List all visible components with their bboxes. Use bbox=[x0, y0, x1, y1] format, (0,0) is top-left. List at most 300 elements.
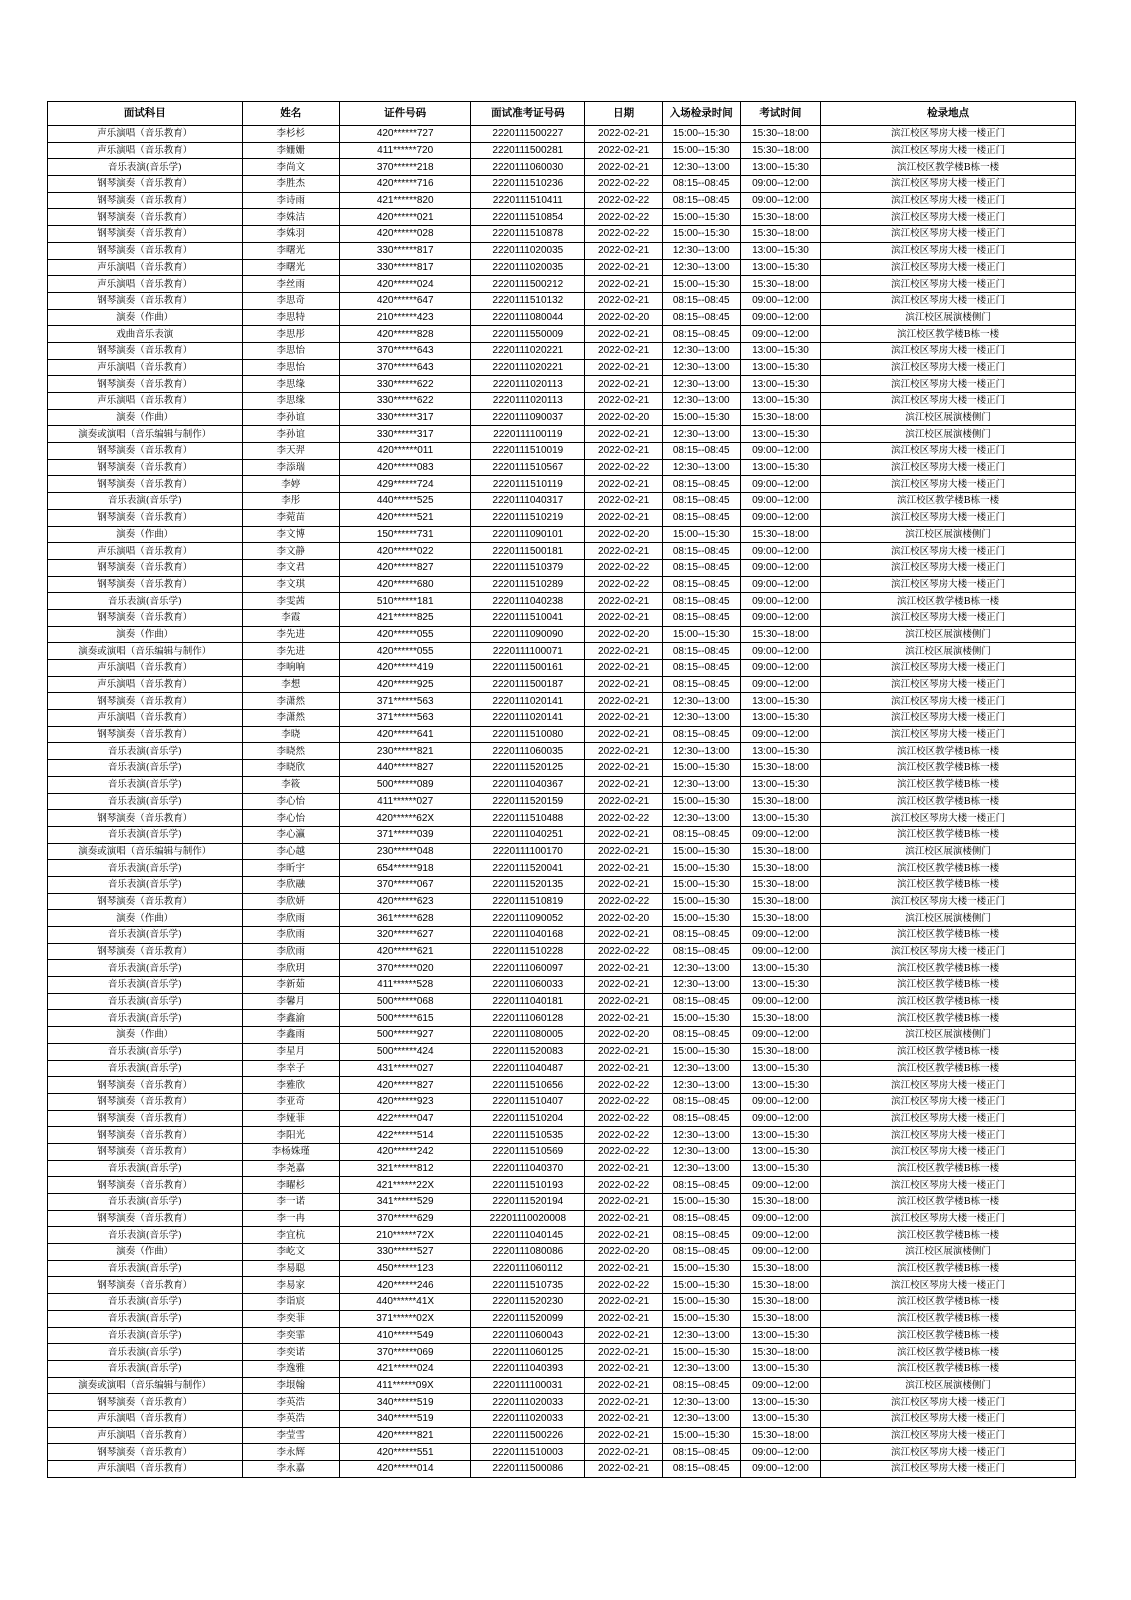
cell-location: 滨江校区展演楼侧门 bbox=[821, 1244, 1076, 1261]
table-row bbox=[48, 960, 1076, 977]
table-row bbox=[48, 676, 1076, 693]
cell-checkin-time: 15:00--15:30 bbox=[662, 126, 740, 143]
cell-checkin-time: 15:00--15:30 bbox=[662, 1427, 740, 1444]
cell-location: 滨江校区教学楼B栋一楼 bbox=[821, 1260, 1076, 1277]
cell-name: 李星月 bbox=[242, 1043, 339, 1060]
cell-exam-time: 09:00--12:00 bbox=[740, 609, 821, 626]
cell-subject: 声乐演唱（音乐教育） bbox=[48, 676, 243, 693]
cell-date: 2022-02-21 bbox=[585, 276, 663, 293]
cell-location: 滨江校区教学楼B栋一楼 bbox=[821, 1344, 1076, 1361]
cell-checkin-time: 12:30--13:00 bbox=[662, 1360, 740, 1377]
table-row bbox=[48, 176, 1076, 193]
cell-id-number: 420******621 bbox=[339, 943, 470, 960]
table-row bbox=[48, 726, 1076, 743]
cell-checkin-time: 15:00--15:30 bbox=[662, 209, 740, 226]
cell-admission-number: 2220111040487 bbox=[471, 1060, 585, 1077]
cell-name: 李欣雨 bbox=[242, 927, 339, 944]
table-row bbox=[48, 576, 1076, 593]
cell-name: 李筱 bbox=[242, 776, 339, 793]
cell-admission-number: 2220111020035 bbox=[471, 259, 585, 276]
cell-admission-number: 2220111520083 bbox=[471, 1043, 585, 1060]
cell-id-number: 411******528 bbox=[339, 977, 470, 994]
cell-subject: 音乐表演(音乐学) bbox=[48, 1344, 243, 1361]
cell-subject: 音乐表演(音乐学) bbox=[48, 993, 243, 1010]
cell-exam-time: 09:00--12:00 bbox=[740, 559, 821, 576]
cell-checkin-time: 12:30--13:00 bbox=[662, 810, 740, 827]
cell-checkin-time: 12:30--13:00 bbox=[662, 776, 740, 793]
cell-exam-time: 15:30--18:00 bbox=[740, 626, 821, 643]
cell-admission-number: 2220111520099 bbox=[471, 1310, 585, 1327]
cell-date: 2022-02-20 bbox=[585, 1027, 663, 1044]
table-row bbox=[48, 609, 1076, 626]
cell-checkin-time: 15:00--15:30 bbox=[662, 1194, 740, 1211]
cell-admission-number: 2220111510878 bbox=[471, 226, 585, 243]
cell-exam-time: 15:30--18:00 bbox=[740, 1043, 821, 1060]
cell-subject: 声乐演唱（音乐教育） bbox=[48, 142, 243, 159]
cell-checkin-time: 08:15--08:45 bbox=[662, 726, 740, 743]
cell-location: 滨江校区教学楼B栋一楼 bbox=[821, 1160, 1076, 1177]
cell-checkin-time: 08:15--08:45 bbox=[662, 826, 740, 843]
cell-subject: 钢琴演奏（音乐教育） bbox=[48, 1143, 243, 1160]
cell-name: 李思缘 bbox=[242, 393, 339, 410]
table-row bbox=[48, 526, 1076, 543]
cell-name: 李杨姝瑾 bbox=[242, 1143, 339, 1160]
cell-id-number: 321******812 bbox=[339, 1160, 470, 1177]
cell-date: 2022-02-21 bbox=[585, 292, 663, 309]
cell-id-number: 420******028 bbox=[339, 226, 470, 243]
table-row bbox=[48, 1010, 1076, 1027]
cell-checkin-time: 12:30--13:00 bbox=[662, 242, 740, 259]
cell-id-number: 421******825 bbox=[339, 609, 470, 626]
cell-id-number: 411******027 bbox=[339, 793, 470, 810]
cell-name: 李鑫雨 bbox=[242, 1027, 339, 1044]
table-row bbox=[48, 1060, 1076, 1077]
cell-admission-number: 2220111060112 bbox=[471, 1260, 585, 1277]
cell-id-number: 420******925 bbox=[339, 676, 470, 693]
cell-location: 滨江校区教学楼B栋一楼 bbox=[821, 593, 1076, 610]
cell-subject: 声乐演唱（音乐教育） bbox=[48, 660, 243, 677]
cell-exam-time: 09:00--12:00 bbox=[740, 1110, 821, 1127]
cell-checkin-time: 08:15--08:45 bbox=[662, 927, 740, 944]
cell-exam-time: 13:00--15:30 bbox=[740, 1327, 821, 1344]
cell-name: 李诣宸 bbox=[242, 1294, 339, 1311]
cell-admission-number: 2220111080086 bbox=[471, 1244, 585, 1261]
cell-date: 2022-02-21 bbox=[585, 1160, 663, 1177]
cell-id-number: 361******628 bbox=[339, 910, 470, 927]
cell-name: 李昕宇 bbox=[242, 860, 339, 877]
cell-subject: 钢琴演奏（音乐教育） bbox=[48, 242, 243, 259]
cell-checkin-time: 08:15--08:45 bbox=[662, 1377, 740, 1394]
cell-name: 李孙谊 bbox=[242, 426, 339, 443]
table-row bbox=[48, 192, 1076, 209]
cell-subject: 音乐表演(音乐学) bbox=[48, 1260, 243, 1277]
cell-date: 2022-02-21 bbox=[585, 693, 663, 710]
table-row bbox=[48, 326, 1076, 343]
cell-subject: 钢琴演奏（音乐教育） bbox=[48, 443, 243, 460]
cell-id-number: 370******067 bbox=[339, 876, 470, 893]
cell-checkin-time: 15:00--15:30 bbox=[662, 1010, 740, 1027]
cell-date: 2022-02-20 bbox=[585, 409, 663, 426]
cell-subject: 钢琴演奏（音乐教育） bbox=[48, 226, 243, 243]
cell-name: 李宜杭 bbox=[242, 1227, 339, 1244]
cell-id-number: 330******817 bbox=[339, 242, 470, 259]
cell-exam-time: 15:30--18:00 bbox=[740, 226, 821, 243]
cell-subject: 音乐表演(音乐学) bbox=[48, 1360, 243, 1377]
cell-location: 滨江校区琴房大楼一楼正门 bbox=[821, 543, 1076, 560]
cell-location: 滨江校区琴房大楼一楼正门 bbox=[821, 609, 1076, 626]
cell-checkin-time: 12:30--13:00 bbox=[662, 393, 740, 410]
cell-admission-number: 2220111510080 bbox=[471, 726, 585, 743]
table-row bbox=[48, 810, 1076, 827]
cell-admission-number: 2220111020141 bbox=[471, 710, 585, 727]
cell-admission-number: 2220111040168 bbox=[471, 927, 585, 944]
cell-exam-time: 15:30--18:00 bbox=[740, 409, 821, 426]
cell-checkin-time: 15:00--15:30 bbox=[662, 1294, 740, 1311]
cell-admission-number: 2220111020141 bbox=[471, 693, 585, 710]
cell-checkin-time: 12:30--13:00 bbox=[662, 1077, 740, 1094]
cell-id-number: 230******821 bbox=[339, 743, 470, 760]
cell-location: 滨江校区琴房大楼一楼正门 bbox=[821, 1277, 1076, 1294]
cell-location: 滨江校区琴房大楼一楼正门 bbox=[821, 176, 1076, 193]
cell-admission-number: 2220111500212 bbox=[471, 276, 585, 293]
cell-admission-number: 2220111510132 bbox=[471, 292, 585, 309]
cell-admission-number: 2220111040251 bbox=[471, 826, 585, 843]
cell-checkin-time: 08:15--08:45 bbox=[662, 576, 740, 593]
cell-exam-time: 13:00--15:30 bbox=[740, 159, 821, 176]
cell-checkin-time: 15:00--15:30 bbox=[662, 1043, 740, 1060]
cell-id-number: 420******62X bbox=[339, 810, 470, 827]
cell-subject: 音乐表演(音乐学) bbox=[48, 1327, 243, 1344]
cell-admission-number: 2220111510019 bbox=[471, 443, 585, 460]
cell-admission-number: 2220111040145 bbox=[471, 1227, 585, 1244]
cell-admission-number: 2220111520125 bbox=[471, 760, 585, 777]
cell-subject: 钢琴演奏（音乐教育） bbox=[48, 1444, 243, 1461]
cell-admission-number: 2220111510735 bbox=[471, 1277, 585, 1294]
cell-exam-time: 09:00--12:00 bbox=[740, 1093, 821, 1110]
cell-id-number: 330******317 bbox=[339, 426, 470, 443]
cell-checkin-time: 12:30--13:00 bbox=[662, 1410, 740, 1427]
cell-checkin-time: 08:15--08:45 bbox=[662, 1244, 740, 1261]
cell-checkin-time: 15:00--15:30 bbox=[662, 276, 740, 293]
cell-location: 滨江校区琴房大楼一楼正门 bbox=[821, 693, 1076, 710]
cell-exam-time: 13:00--15:30 bbox=[740, 426, 821, 443]
cell-admission-number: 2220111510535 bbox=[471, 1127, 585, 1144]
table-row bbox=[48, 593, 1076, 610]
cell-date: 2022-02-21 bbox=[585, 593, 663, 610]
cell-exam-time: 15:30--18:00 bbox=[740, 126, 821, 143]
cell-name: 李孙谊 bbox=[242, 409, 339, 426]
cell-location: 滨江校区教学楼B栋一楼 bbox=[821, 776, 1076, 793]
cell-subject: 声乐演唱（音乐教育） bbox=[48, 259, 243, 276]
cell-id-number: 500******068 bbox=[339, 993, 470, 1010]
cell-subject: 音乐表演(音乐学) bbox=[48, 826, 243, 843]
cell-admission-number: 2220111060125 bbox=[471, 1344, 585, 1361]
cell-admission-number: 2220111510119 bbox=[471, 476, 585, 493]
table-row bbox=[48, 1327, 1076, 1344]
cell-location: 滨江校区琴房大楼一楼正门 bbox=[821, 1110, 1076, 1127]
cell-checkin-time: 12:30--13:00 bbox=[662, 1060, 740, 1077]
cell-location: 滨江校区琴房大楼一楼正门 bbox=[821, 242, 1076, 259]
cell-location: 滨江校区教学楼B栋一楼 bbox=[821, 493, 1076, 510]
cell-id-number: 420******419 bbox=[339, 660, 470, 677]
cell-admission-number: 2220111510228 bbox=[471, 943, 585, 960]
cell-location: 滨江校区琴房大楼一楼正门 bbox=[821, 1394, 1076, 1411]
cell-exam-time: 13:00--15:30 bbox=[740, 693, 821, 710]
cell-subject: 音乐表演(音乐学) bbox=[48, 1227, 243, 1244]
cell-admission-number: 2220111510488 bbox=[471, 810, 585, 827]
cell-date: 2022-02-21 bbox=[585, 1043, 663, 1060]
table-row bbox=[48, 309, 1076, 326]
cell-exam-time: 09:00--12:00 bbox=[740, 726, 821, 743]
cell-id-number: 420******641 bbox=[339, 726, 470, 743]
table-row bbox=[48, 543, 1076, 560]
cell-admission-number: 2220111060128 bbox=[471, 1010, 585, 1027]
cell-name: 李文博 bbox=[242, 526, 339, 543]
cell-name: 李诗雨 bbox=[242, 192, 339, 209]
cell-date: 2022-02-21 bbox=[585, 493, 663, 510]
cell-date: 2022-02-21 bbox=[585, 476, 663, 493]
cell-admission-number: 2220111510656 bbox=[471, 1077, 585, 1094]
cell-subject: 声乐演唱（音乐教育） bbox=[48, 126, 243, 143]
cell-checkin-time: 08:15--08:45 bbox=[662, 1444, 740, 1461]
cell-subject: 音乐表演(音乐学) bbox=[48, 1160, 243, 1177]
cell-id-number: 330******817 bbox=[339, 259, 470, 276]
cell-date: 2022-02-22 bbox=[585, 1277, 663, 1294]
cell-name: 李永辉 bbox=[242, 1444, 339, 1461]
cell-date: 2022-02-21 bbox=[585, 643, 663, 660]
cell-checkin-time: 15:00--15:30 bbox=[662, 760, 740, 777]
cell-checkin-time: 08:15--08:45 bbox=[662, 609, 740, 626]
table-row bbox=[48, 710, 1076, 727]
table-row bbox=[48, 1143, 1076, 1160]
cell-admission-number: 2220111510407 bbox=[471, 1093, 585, 1110]
cell-name: 李思彤 bbox=[242, 326, 339, 343]
cell-date: 2022-02-20 bbox=[585, 1244, 663, 1261]
cell-checkin-time: 08:15--08:45 bbox=[662, 509, 740, 526]
cell-admission-number: 2220111510379 bbox=[471, 559, 585, 576]
cell-subject: 演奏或演唱（音乐编辑与制作） bbox=[48, 643, 243, 660]
cell-location: 滨江校区展演楼侧门 bbox=[821, 526, 1076, 543]
cell-subject: 声乐演唱（音乐教育） bbox=[48, 393, 243, 410]
cell-subject: 钢琴演奏（音乐教育） bbox=[48, 893, 243, 910]
cell-admission-number: 2220111520194 bbox=[471, 1194, 585, 1211]
cell-subject: 音乐表演(音乐学) bbox=[48, 743, 243, 760]
cell-name: 李晓然 bbox=[242, 743, 339, 760]
cell-id-number: 330******317 bbox=[339, 409, 470, 426]
cell-name: 李天羿 bbox=[242, 443, 339, 460]
cell-date: 2022-02-21 bbox=[585, 359, 663, 376]
cell-admission-number: 2220111100071 bbox=[471, 643, 585, 660]
cell-exam-time: 15:30--18:00 bbox=[740, 1344, 821, 1361]
table-row bbox=[48, 1377, 1076, 1394]
table-row bbox=[48, 426, 1076, 443]
cell-checkin-time: 08:15--08:45 bbox=[662, 292, 740, 309]
cell-checkin-time: 12:30--13:00 bbox=[662, 426, 740, 443]
cell-location: 滨江校区琴房大楼一楼正门 bbox=[821, 126, 1076, 143]
cell-date: 2022-02-21 bbox=[585, 826, 663, 843]
cell-admission-number: 2220111060033 bbox=[471, 977, 585, 994]
table-row bbox=[48, 393, 1076, 410]
cell-subject: 钢琴演奏（音乐教育） bbox=[48, 476, 243, 493]
cell-date: 2022-02-21 bbox=[585, 860, 663, 877]
cell-id-number: 420******923 bbox=[339, 1093, 470, 1110]
cell-exam-time: 09:00--12:00 bbox=[740, 292, 821, 309]
cell-admission-number: 2220111510236 bbox=[471, 176, 585, 193]
table-row bbox=[48, 342, 1076, 359]
cell-location: 滨江校区教学楼B栋一楼 bbox=[821, 876, 1076, 893]
cell-date: 2022-02-21 bbox=[585, 242, 663, 259]
cell-id-number: 420******680 bbox=[339, 576, 470, 593]
cell-exam-time: 15:30--18:00 bbox=[740, 1427, 821, 1444]
cell-checkin-time: 08:15--08:45 bbox=[662, 1110, 740, 1127]
cell-name: 李霞 bbox=[242, 609, 339, 626]
cell-subject: 音乐表演(音乐学) bbox=[48, 1060, 243, 1077]
table-row bbox=[48, 1260, 1076, 1277]
cell-exam-time: 09:00--12:00 bbox=[740, 493, 821, 510]
cell-name: 李欣融 bbox=[242, 876, 339, 893]
cell-location: 滨江校区琴房大楼一楼正门 bbox=[821, 509, 1076, 526]
cell-id-number: 500******424 bbox=[339, 1043, 470, 1060]
cell-admission-number: 2220111510219 bbox=[471, 509, 585, 526]
cell-id-number: 450******123 bbox=[339, 1260, 470, 1277]
cell-name: 李潇然 bbox=[242, 710, 339, 727]
table-row bbox=[48, 1294, 1076, 1311]
cell-exam-time: 15:30--18:00 bbox=[740, 526, 821, 543]
cell-exam-time: 09:00--12:00 bbox=[740, 927, 821, 944]
cell-subject: 钢琴演奏（音乐教育） bbox=[48, 810, 243, 827]
cell-exam-time: 13:00--15:30 bbox=[740, 776, 821, 793]
cell-subject: 钢琴演奏（音乐教育） bbox=[48, 1127, 243, 1144]
table-row bbox=[48, 142, 1076, 159]
table-row bbox=[48, 209, 1076, 226]
cell-id-number: 421******820 bbox=[339, 192, 470, 209]
cell-admission-number: 2220111510289 bbox=[471, 576, 585, 593]
cell-id-number: 370******020 bbox=[339, 960, 470, 977]
cell-location: 滨江校区教学楼B栋一楼 bbox=[821, 1294, 1076, 1311]
cell-name: 李曙光 bbox=[242, 259, 339, 276]
cell-exam-time: 13:00--15:30 bbox=[740, 1160, 821, 1177]
cell-exam-time: 13:00--15:30 bbox=[740, 459, 821, 476]
cell-location: 滨江校区琴房大楼一楼正门 bbox=[821, 1143, 1076, 1160]
cell-location: 滨江校区琴房大楼一楼正门 bbox=[821, 459, 1076, 476]
table-row bbox=[48, 1160, 1076, 1177]
cell-location: 滨江校区琴房大楼一楼正门 bbox=[821, 142, 1076, 159]
cell-exam-time: 09:00--12:00 bbox=[740, 1227, 821, 1244]
cell-location: 滨江校区展演楼侧门 bbox=[821, 643, 1076, 660]
cell-checkin-time: 12:30--13:00 bbox=[662, 376, 740, 393]
cell-id-number: 420******647 bbox=[339, 292, 470, 309]
cell-exam-time: 15:30--18:00 bbox=[740, 843, 821, 860]
table-row bbox=[48, 977, 1076, 994]
cell-admission-number: 2220111510567 bbox=[471, 459, 585, 476]
cell-id-number: 420******055 bbox=[339, 643, 470, 660]
cell-id-number: 420******011 bbox=[339, 443, 470, 460]
cell-location: 滨江校区琴房大楼一楼正门 bbox=[821, 292, 1076, 309]
cell-exam-time: 09:00--12:00 bbox=[740, 1177, 821, 1194]
cell-id-number: 420******828 bbox=[339, 326, 470, 343]
cell-location: 滨江校区教学楼B栋一楼 bbox=[821, 977, 1076, 994]
cell-subject: 声乐演唱（音乐教育） bbox=[48, 1410, 243, 1427]
cell-date: 2022-02-21 bbox=[585, 342, 663, 359]
cell-id-number: 420******083 bbox=[339, 459, 470, 476]
cell-date: 2022-02-21 bbox=[585, 927, 663, 944]
cell-admission-number: 2220111040367 bbox=[471, 776, 585, 793]
cell-admission-number: 2220111510041 bbox=[471, 609, 585, 626]
cell-checkin-time: 08:15--08:45 bbox=[662, 443, 740, 460]
table-row bbox=[48, 893, 1076, 910]
cell-name: 李雅欣 bbox=[242, 1077, 339, 1094]
cell-subject: 演奏（作曲） bbox=[48, 1244, 243, 1261]
cell-subject: 音乐表演(音乐学) bbox=[48, 493, 243, 510]
cell-location: 滨江校区教学楼B栋一楼 bbox=[821, 927, 1076, 944]
cell-id-number: 411******720 bbox=[339, 142, 470, 159]
table-row bbox=[48, 509, 1076, 526]
cell-checkin-time: 08:15--08:45 bbox=[662, 993, 740, 1010]
cell-exam-time: 09:00--12:00 bbox=[740, 326, 821, 343]
cell-location: 滨江校区琴房大楼一楼正门 bbox=[821, 359, 1076, 376]
cell-admission-number: 2220111060030 bbox=[471, 159, 585, 176]
cell-id-number: 150******731 bbox=[339, 526, 470, 543]
table-row bbox=[48, 376, 1076, 393]
table-row bbox=[48, 359, 1076, 376]
cell-exam-time: 15:30--18:00 bbox=[740, 142, 821, 159]
cell-subject: 钢琴演奏（音乐教育） bbox=[48, 192, 243, 209]
cell-date: 2022-02-21 bbox=[585, 1427, 663, 1444]
cell-name: 李菀苗 bbox=[242, 509, 339, 526]
cell-name: 李晓欣 bbox=[242, 760, 339, 777]
cell-location: 滨江校区琴房大楼一楼正门 bbox=[821, 893, 1076, 910]
table-row bbox=[48, 1210, 1076, 1227]
cell-date: 2022-02-21 bbox=[585, 843, 663, 860]
cell-location: 滨江校区教学楼B栋一楼 bbox=[821, 1194, 1076, 1211]
cell-date: 2022-02-21 bbox=[585, 977, 663, 994]
cell-checkin-time: 12:30--13:00 bbox=[662, 1143, 740, 1160]
table-row bbox=[48, 1427, 1076, 1444]
cell-date: 2022-02-21 bbox=[585, 259, 663, 276]
cell-id-number: 420******727 bbox=[339, 126, 470, 143]
cell-location: 滨江校区琴房大楼一楼正门 bbox=[821, 1127, 1076, 1144]
cell-subject: 钢琴演奏（音乐教育） bbox=[48, 943, 243, 960]
cell-subject: 演奏或演唱（音乐编辑与制作） bbox=[48, 1377, 243, 1394]
table-row bbox=[48, 126, 1076, 143]
cell-name: 李婷 bbox=[242, 476, 339, 493]
cell-date: 2022-02-22 bbox=[585, 810, 663, 827]
cell-id-number: 500******927 bbox=[339, 1027, 470, 1044]
table-row bbox=[48, 226, 1076, 243]
cell-admission-number: 2220111100170 bbox=[471, 843, 585, 860]
cell-date: 2022-02-20 bbox=[585, 309, 663, 326]
cell-date: 2022-02-21 bbox=[585, 1327, 663, 1344]
cell-name: 李心瀛 bbox=[242, 826, 339, 843]
cell-date: 2022-02-22 bbox=[585, 1177, 663, 1194]
cell-subject: 音乐表演(音乐学) bbox=[48, 1043, 243, 1060]
cell-checkin-time: 12:30--13:00 bbox=[662, 743, 740, 760]
header-date: 日期 bbox=[585, 102, 663, 126]
header-admission-number: 面试准考证号码 bbox=[471, 102, 585, 126]
cell-exam-time: 13:00--15:30 bbox=[740, 1060, 821, 1077]
cell-exam-time: 09:00--12:00 bbox=[740, 643, 821, 660]
cell-id-number: 230******048 bbox=[339, 843, 470, 860]
table-row bbox=[48, 993, 1076, 1010]
cell-location: 滨江校区教学楼B栋一楼 bbox=[821, 159, 1076, 176]
table-row bbox=[48, 1310, 1076, 1327]
cell-exam-time: 13:00--15:30 bbox=[740, 977, 821, 994]
cell-id-number: 654******918 bbox=[339, 860, 470, 877]
cell-name: 李鑫渝 bbox=[242, 1010, 339, 1027]
table-row bbox=[48, 1244, 1076, 1261]
cell-exam-time: 15:30--18:00 bbox=[740, 1260, 821, 1277]
cell-location: 滨江校区琴房大楼一楼正门 bbox=[821, 1077, 1076, 1094]
